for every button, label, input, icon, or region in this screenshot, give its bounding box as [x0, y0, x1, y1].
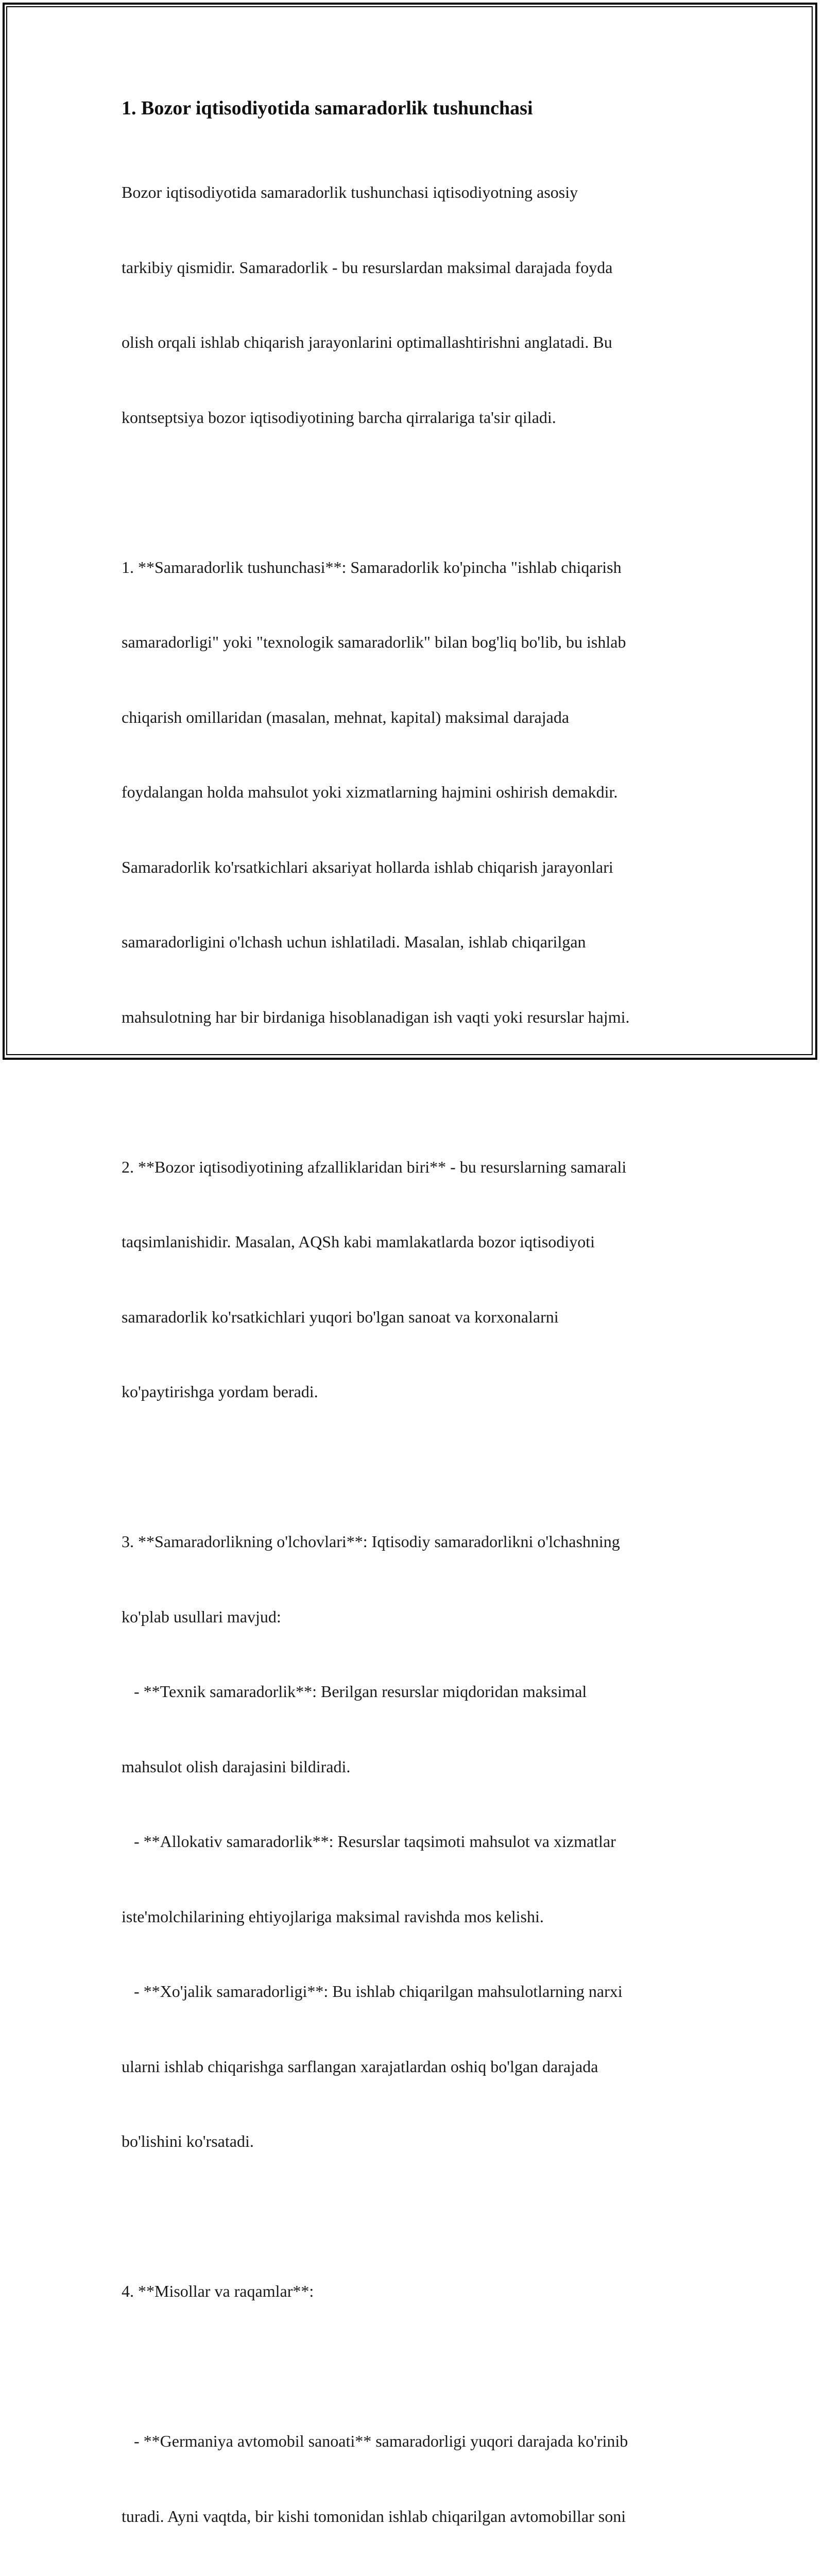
text-line: 2. **Bozor iqtisodiyotining afzalliklaridan biri** - bu resurslarning samarali	[122, 1157, 627, 1176]
text-line: ko'plab usullari mavjud:	[122, 1607, 281, 1626]
text-line: olish orqali ishlab chiqarish jarayonlarini optimallashtirishni anglatadi. Bu	[122, 333, 612, 351]
text-line: bo'lishini ko'rsatadi.	[122, 2132, 254, 2150]
text-line: ko'paytirishga yordam beradi.	[122, 1382, 318, 1401]
text-line: taqsimlanishidir. Masalan, AQSh kabi mamlakatlarda bozor iqtisodiyoti	[122, 1232, 595, 1251]
blank-line	[122, 1454, 719, 1480]
text-line: samaradorligi" yoki "texnologik samaradorlik" bilan bog'liq bo'lib, bu ishlab	[122, 633, 626, 651]
section-4-heading	[122, 2229, 719, 2354]
section-4-paragraph	[122, 2379, 719, 2576]
text-line: samaradorligini o'lchash uchun ishlatiladi. Masalan, ishlab chiqarilgan	[122, 933, 586, 951]
text-line: foydalangan holda mahsulot yoki xizmatlarning hajmini oshirish demakdir.	[122, 783, 618, 801]
document	[122, 96, 719, 2576]
intro-paragraph	[122, 130, 719, 480]
text-line: Samaradorlik ko'rsatkichlari aksariyat hollarda ishlab chiqarish jarayonlari	[122, 857, 613, 876]
text-line: turadi. Ayni vaqtda, bir kishi tomonidan ishlab chiqarilgan avtomobillar soni	[122, 2506, 626, 2526]
blank-line	[122, 2204, 719, 2229]
text-line: ularni ishlab chiqarishga sarflangan xarajatlardan oshiq bo'lgan darajada	[122, 2057, 598, 2076]
section-1-paragraph	[122, 505, 719, 1080]
text-line: mahsulotning har bir birdaniga hisoblanadigan ish vaqti yoki resurslar hajmi.	[122, 1007, 630, 1026]
blank-line	[122, 2354, 719, 2379]
section-2-paragraph	[122, 1105, 719, 1454]
text-line: samaradorlik ko'rsatkichlari yuqori bo'lgan sanoat va korxonalarni	[122, 1307, 559, 1326]
text-line: kontseptsiya bozor iqtisodiyotining barcha qirralariga ta'sir qiladi.	[122, 408, 556, 427]
list-item-line: - **Xo'jalik samaradorligi**: Bu ishlab chiqarilgan mahsulotlarning narxi	[122, 1982, 623, 2001]
text-line: chiqarish omillaridan (masalan, mehnat, kapital) maksimal darajada	[122, 707, 570, 726]
list-item-line: - **Texnik samaradorlik**: Berilgan resurslar miqdoridan maksimal	[122, 1682, 587, 1701]
page-title: 1. Bozor iqtisodiyotida samaradorlik tushunchasi	[122, 97, 533, 119]
list-item-line: - **Allokativ samaradorlik**: Resurslar taqsimoti mahsulot va xizmatlar	[122, 1832, 616, 1851]
text-line: tarkibiy qismidir. Samaradorlik - bu resurslardan maksimal darajada foyda	[122, 258, 613, 277]
text-line: iste'molchilarining ehtiyojlariga maksimal ravishda mos kelishi.	[122, 1907, 544, 1926]
text-line: 1. **Samaradorlik tushunchasi**: Samaradorlik ko'pincha "ishlab chiqarish	[122, 557, 622, 577]
section-3-paragraph	[122, 1479, 719, 2204]
text-line: mahsulot olish darajasini bildiradi.	[122, 1757, 351, 1776]
text-line: 4. **Misollar va raqamlar**:	[122, 2282, 314, 2300]
blank-line	[122, 1079, 719, 1105]
text-line: Bozor iqtisodiyotida samaradorlik tushunchasi iqtisodiyotning asosiy	[122, 183, 578, 201]
list-item-line: - **Germaniya avtomobil sanoati** samaradorligi yuqori darajada ko'rinib	[122, 2432, 628, 2450]
text-line: 3. **Samaradorlikning o'lchovlari**: Iqtisodiy samaradorlikni o'lchashning	[122, 1532, 620, 1551]
document-body	[122, 130, 719, 2576]
blank-line	[122, 480, 719, 505]
